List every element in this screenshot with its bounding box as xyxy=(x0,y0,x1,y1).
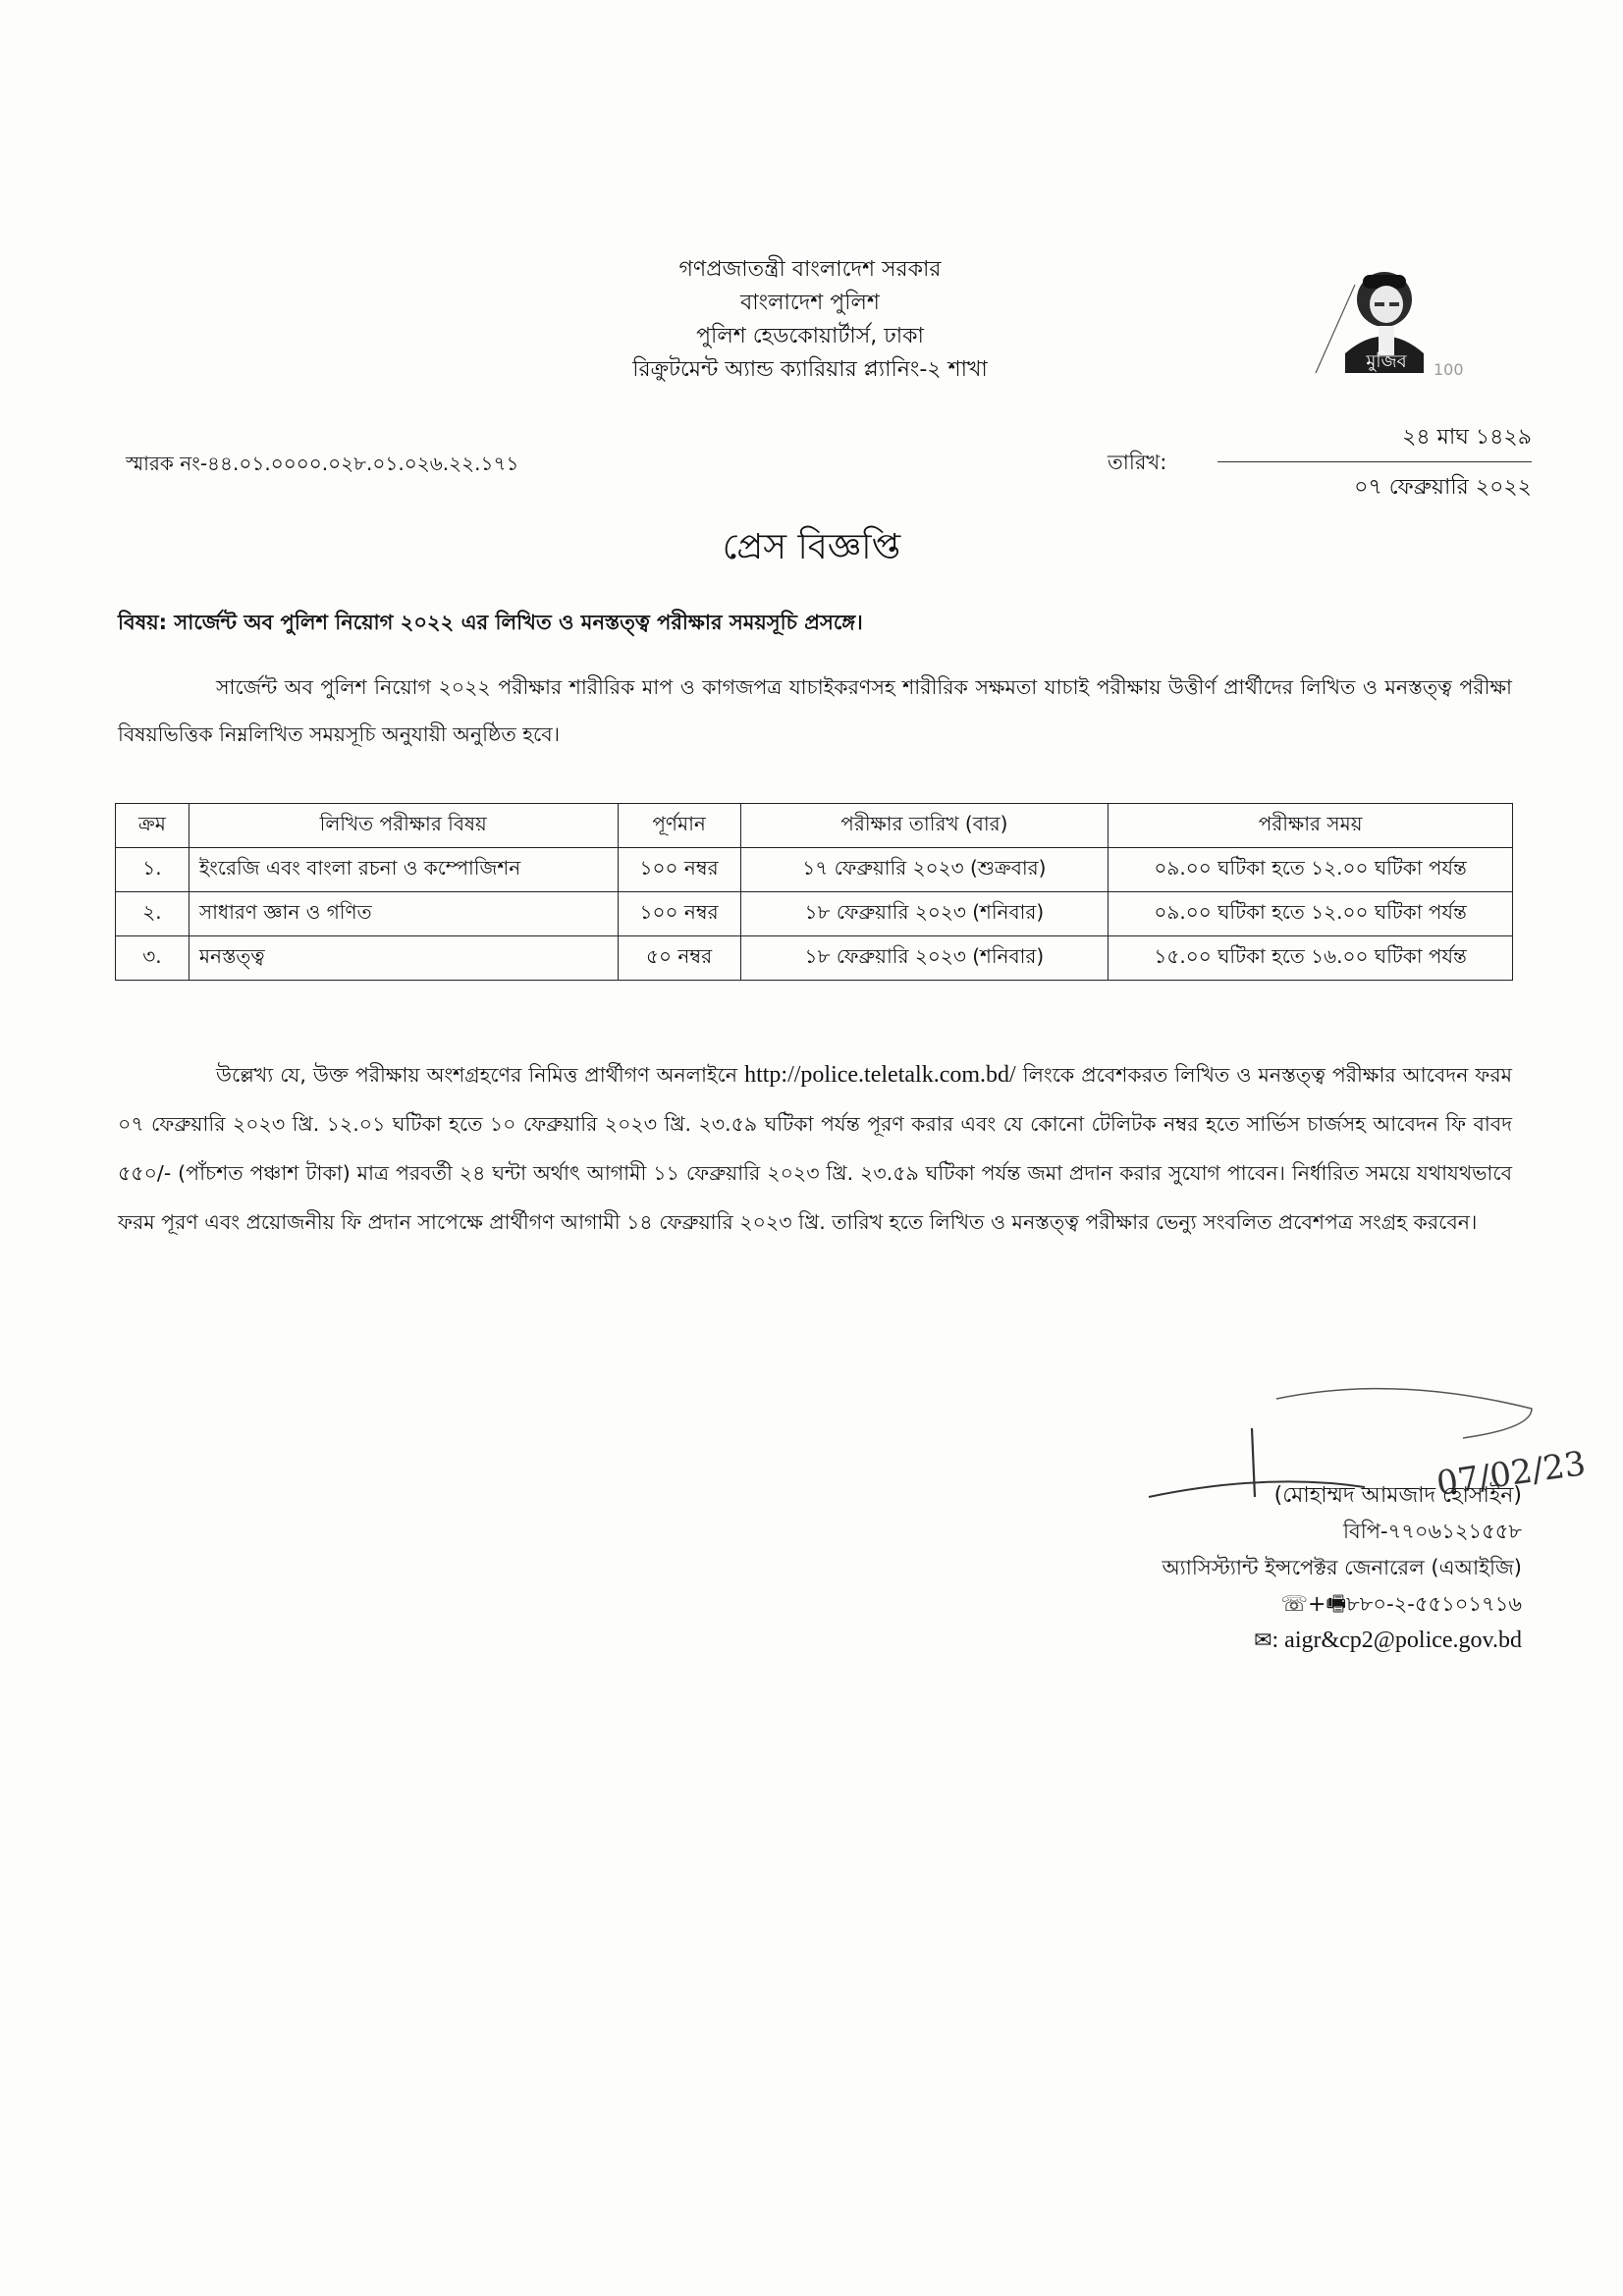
cell-subject: মনস্তত্ত্ব xyxy=(189,936,618,981)
signatory-email: ✉: aigr&cp2@police.gov.bd xyxy=(1254,1628,1522,1653)
cell-date: ১৭ ফেব্রুয়ারি ২০২৩ (শুক্রবার) xyxy=(740,848,1109,892)
cell-time: ০৯.০০ ঘটিকা হতে ১২.০০ ঘটিকা পর্যন্ত xyxy=(1109,848,1513,892)
col-header-serial: ক্রম xyxy=(116,804,189,848)
intro-paragraph: সার্জেন্ট অব পুলিশ নিয়োগ ২০২২ পরীক্ষার শারীরিক মাপ ও কাগজপত্র যাচাইকরণসহ শারীরিক সক্ষমতা যাচাই পরীক্ষায় উত্তীর্ণ প্রার্থীদের লিখিত ও মনস্তত্ত্ব পরীক্ষা বিষয়ভিত্তিক নিম্নলিখিত সময়সূচি অনুযায়ী অনুষ্ঠিত হবে। xyxy=(118,675,1512,746)
subject-line: বিষয়: সার্জেন্ট অব পুলিশ নিয়োগ ২০২২ এর লিখিত ও মনস্তত্ত্ব পরীক্ষার সময়সূচি প্রসঙ্গে। xyxy=(118,611,863,634)
gregorian-date: ০৭ ফেব্রুয়ারি ২০২২ xyxy=(1354,475,1532,500)
col-header-marks: পূর্ণমান xyxy=(618,804,740,848)
bangla-date: ২৪ মাঘ ১৪২৯ xyxy=(1217,420,1532,462)
cell-time: ০৯.০০ ঘটিকা হতে ১২.০০ ঘটিকা পর্যন্ত xyxy=(1109,892,1513,936)
table-row xyxy=(116,848,1513,892)
signatory-phone xyxy=(1060,1586,1522,1623)
cell-subject: ইংরেজি এবং বাংলা রচনা ও কম্পোজিশন xyxy=(189,848,618,892)
letterhead xyxy=(550,253,1070,387)
cell-date: ১৮ ফেব্রুয়ারি ২০২৩ (শনিবার) xyxy=(740,892,1109,936)
date-block xyxy=(1217,420,1532,506)
mujib-borsho-logo xyxy=(1276,245,1473,393)
exam-schedule-table xyxy=(115,803,1513,981)
signature-date: 07/02/23 xyxy=(1434,1444,1589,1504)
cell-date: ১৮ ফেব্রুয়ারি ২০২৩ (শনিবার) xyxy=(740,936,1109,981)
branch-name: রিক্রুটমেন্ট অ্যান্ড ক্যারিয়ার প্ল্যানিং-২ শাখা xyxy=(632,357,988,382)
col-header-subject: লিখিত পরীক্ষার বিষয় xyxy=(189,804,618,848)
document-title: প্রেস বিজ্ঞপ্তি xyxy=(722,527,901,567)
details-text-before-url: উল্লেখ্য যে, উক্ত পরীক্ষায় অংশগ্রহণের নিমিত্ত প্রার্থীগণ অনলাইনে xyxy=(216,1063,745,1087)
email-address[interactable]: aigr&cp2@police.gov.bd xyxy=(1284,1628,1522,1653)
email-icon: ✉ xyxy=(1254,1629,1272,1653)
signatory-block xyxy=(1060,1477,1522,1659)
seal-text: মুজিব xyxy=(1366,351,1407,372)
cell-marks: ১০০ নম্বর xyxy=(618,848,740,892)
signatory-name: (মোহাম্মদ আমজাদ হোসাইন) xyxy=(1273,1483,1522,1508)
cell-marks: ৫০ নম্বর xyxy=(618,936,740,981)
application-url-link[interactable]: http://police.teletalk.com.bd/ xyxy=(744,1062,1016,1088)
phone-fax-icon: ☏+🖷 xyxy=(1280,1592,1347,1617)
cell-time: ১৫.০০ ঘটিকা হতে ১৬.০০ ঘটিকা পর্যন্ত xyxy=(1109,936,1513,981)
cell-marks: ১০০ নম্বর xyxy=(618,892,740,936)
date-label: তারিখ: xyxy=(1108,451,1167,474)
cell-serial: ১. xyxy=(116,848,189,892)
table-row xyxy=(116,936,1513,981)
phone-number: ৮৮০-২-৫৫১০১৭১৬ xyxy=(1346,1592,1522,1616)
details-text-after-url: লিংকে প্রবেশকরত লিখিত ও মনস্তত্ত্ব পরীক্ষার আবেদন ফরম ০৭ ফেব্রুয়ারি ২০২৩ খ্রি. ১২.০১ ঘটিকা হতে ১০ ফেব্রুয়ারি ২০২৩ খ্রি. ২৩.৫৯ ঘটিকা পর্যন্ত পূরণ করার এবং যে কোনো টেলিটক নম্বর হতে সার্ভিস চার্জসহ আবেদন ফি বাবদ ৫৫০/- (পাঁচশত পঞ্চাশ টাকা) মাত্র পরবর্তী ২৪ ঘন্টা অর্থাৎ আগামী ১১ ফেব্রুয়ারি ২০২৩ খ্রি. ২৩.৫৯ ঘটিকা পর্যন্ত জমা প্রদান করার সুযোগ পাবেন। নির্ধারিত সময়ে যথাযথভাবে ফরম পূরণ এবং প্রয়োজনীয় ফি প্রদান সাপেক্ষে প্রার্থীগণ আগামী ১৪ ফেব্রুয়ারি ২০২৩ খ্রি. তারিখ হতে লিখিত ও মনস্তত্ত্ব পরীক্ষার ভেন্যু সংবলিত প্রবেশপত্র সংগ্রহ করবেন। xyxy=(118,1063,1513,1234)
col-header-time: পরীক্ষার সময় xyxy=(1109,804,1513,848)
cell-serial: ২. xyxy=(116,892,189,936)
signatory-bp-number: বিপি-৭৭০৬১২১৫৫৮ xyxy=(1343,1520,1522,1543)
details-paragraph xyxy=(118,1050,1512,1247)
cell-serial: ৩. xyxy=(116,936,189,981)
table-header-row xyxy=(116,804,1513,848)
department-name: বাংলাদেশ পুলিশ xyxy=(740,291,880,315)
govt-name: গণপ্রজাতন্ত্রী বাংলাদেশ সরকার xyxy=(678,257,942,282)
seal-number: 100 xyxy=(1434,360,1464,379)
col-header-date: পরীক্ষার তারিখ (বার) xyxy=(740,804,1109,848)
signatory-designation: অ্যাসিস্ট্যান্ট ইন্সপেক্টর জেনারেল (এআইজি) xyxy=(1162,1556,1522,1579)
memo-number: স্মারক নং-৪৪.০১.০০০০.০২৮.০১.০২৬.২২.১৭১ xyxy=(126,452,519,475)
cell-subject: সাধারণ জ্ঞান ও গণিত xyxy=(189,892,618,936)
office-name: পুলিশ হেডকোয়ার্টার্স, ঢাকা xyxy=(696,324,924,348)
table-row xyxy=(116,892,1513,936)
